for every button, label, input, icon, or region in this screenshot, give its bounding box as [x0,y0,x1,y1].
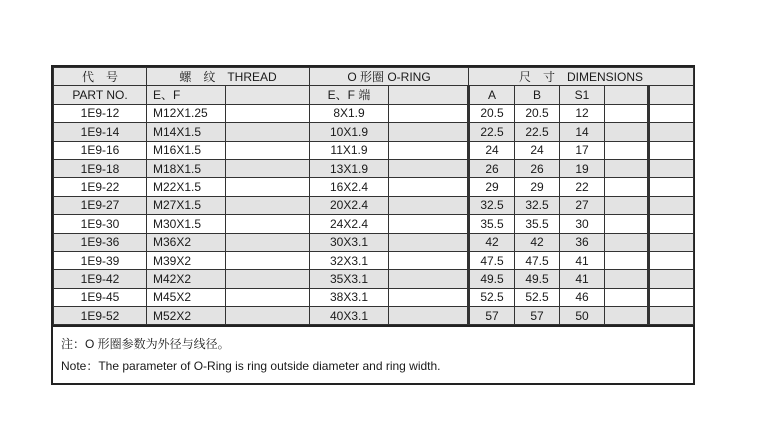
cell-blank [226,307,310,325]
cell-a: 47.5 [469,251,515,269]
cell-b: 22.5 [515,123,560,141]
cell-b: 26 [515,159,560,177]
cell-oring: 35X3.1 [310,270,389,288]
cell-s1: 30 [560,215,605,233]
cell-thread: M36X2 [147,233,226,251]
table-row [54,233,694,251]
cell-blank [649,233,694,251]
cell-blank [605,104,649,122]
cell-blank [389,159,469,177]
table-row [54,288,694,306]
cell-blank [605,159,649,177]
cell-blank [605,251,649,269]
cell-part: 1E9-36 [54,233,147,251]
table-row [54,141,694,159]
cell-oring: 8X1.9 [310,104,389,122]
oring-ef-header: E、F 端 [310,86,389,104]
cell-b: 47.5 [515,251,560,269]
cell-oring: 13X1.9 [310,159,389,177]
cell-thread: M22X1.5 [147,178,226,196]
cell-part: 1E9-14 [54,123,147,141]
cell-thread: M27X1.5 [147,196,226,214]
cell-oring: 30X3.1 [310,233,389,251]
cell-oring: 11X1.9 [310,141,389,159]
oring-header: O 形圈 O-RING [310,68,469,86]
cell-blank [226,288,310,306]
cell-part: 1E9-12 [54,104,147,122]
table-row [54,104,694,122]
cell-oring: 16X2.4 [310,178,389,196]
cell-part: 1E9-52 [54,307,147,325]
cell-oring: 40X3.1 [310,307,389,325]
table-row [54,215,694,233]
table-row [54,123,694,141]
cell-oring: 20X2.4 [310,196,389,214]
cell-blank [226,178,310,196]
blank-header-1 [605,86,649,104]
cell-blank [649,215,694,233]
cell-blank [605,123,649,141]
cell-blank [649,270,694,288]
cell-part: 1E9-42 [54,270,147,288]
cell-b: 32.5 [515,196,560,214]
cell-thread: M39X2 [147,251,226,269]
code-header: 代 号 [54,68,147,86]
cell-blank [649,288,694,306]
table-row [54,270,694,288]
cell-s1: 22 [560,178,605,196]
cell-thread: M18X1.5 [147,159,226,177]
thread-blank-header [226,86,310,104]
cell-a: 20.5 [469,104,515,122]
spec-sheet [51,65,695,385]
table-row [54,251,694,269]
cell-b: 52.5 [515,288,560,306]
cell-a: 49.5 [469,270,515,288]
b-header: B [515,86,560,104]
cell-s1: 12 [560,104,605,122]
dimension-table [53,67,694,325]
cell-oring: 10X1.9 [310,123,389,141]
a-header: A [469,86,515,104]
cell-blank [226,215,310,233]
s1-header: S1 [560,86,605,104]
cell-a: 35.5 [469,215,515,233]
table-row [54,159,694,177]
cell-b: 20.5 [515,104,560,122]
cell-oring: 38X3.1 [310,288,389,306]
cell-s1: 41 [560,251,605,269]
cell-b: 42 [515,233,560,251]
blank-header-2 [649,86,694,104]
cell-blank [605,196,649,214]
cell-blank [649,104,694,122]
table-row [54,178,694,196]
cell-s1: 27 [560,196,605,214]
cell-thread: M30X1.5 [147,215,226,233]
cell-thread: M52X2 [147,307,226,325]
header-row-1 [54,68,694,86]
cell-blank [605,288,649,306]
cell-thread: M12X1.25 [147,104,226,122]
note-english: Note：The parameter of O-Ring is ring outside diameter and ring width. [61,359,441,374]
cell-s1: 36 [560,233,605,251]
cell-part: 1E9-30 [54,215,147,233]
cell-blank [649,123,694,141]
cell-blank [226,141,310,159]
cell-blank [389,178,469,196]
thread-header: 螺 纹 THREAD [147,68,310,86]
cell-blank [389,270,469,288]
note-chinese: 注：O 形圈参数为外径与线径。 [61,337,230,352]
cell-blank [605,141,649,159]
cell-blank [605,178,649,196]
cell-thread: M14X1.5 [147,123,226,141]
cell-b: 29 [515,178,560,196]
cell-blank [389,307,469,325]
cell-blank [389,141,469,159]
cell-blank [649,178,694,196]
cell-part: 1E9-45 [54,288,147,306]
cell-blank [389,288,469,306]
cell-b: 24 [515,141,560,159]
cell-blank [649,141,694,159]
thread-ef-header: E、F [147,86,226,104]
cell-s1: 14 [560,123,605,141]
cell-a: 24 [469,141,515,159]
cell-blank [389,251,469,269]
cell-part: 1E9-18 [54,159,147,177]
part-no-header: PART NO. [54,86,147,104]
cell-a: 29 [469,178,515,196]
table-row [54,307,694,325]
cell-blank [226,233,310,251]
cell-blank [226,104,310,122]
cell-s1: 50 [560,307,605,325]
cell-blank [649,196,694,214]
cell-blank [649,251,694,269]
cell-part: 1E9-16 [54,141,147,159]
cell-blank [226,123,310,141]
cell-blank [605,307,649,325]
header-row-2 [54,86,694,104]
cell-a: 57 [469,307,515,325]
cell-thread: M45X2 [147,288,226,306]
cell-b: 57 [515,307,560,325]
cell-blank [389,196,469,214]
cell-a: 22.5 [469,123,515,141]
cell-b: 49.5 [515,270,560,288]
dimensions-header: 尺 寸 DIMENSIONS [469,68,694,86]
cell-blank [389,123,469,141]
cell-a: 32.5 [469,196,515,214]
cell-blank [389,215,469,233]
cell-a: 52.5 [469,288,515,306]
oring-blank-header [389,86,469,104]
cell-blank [226,196,310,214]
cell-blank [389,233,469,251]
cell-blank [226,251,310,269]
cell-blank [605,233,649,251]
cell-b: 35.5 [515,215,560,233]
cell-oring: 32X3.1 [310,251,389,269]
cell-blank [389,104,469,122]
cell-blank [226,270,310,288]
cell-oring: 24X2.4 [310,215,389,233]
cell-a: 42 [469,233,515,251]
cell-blank [226,159,310,177]
cell-s1: 41 [560,270,605,288]
cell-part: 1E9-39 [54,251,147,269]
cell-blank [605,215,649,233]
cell-blank [649,159,694,177]
cell-thread: M16X1.5 [147,141,226,159]
cell-s1: 46 [560,288,605,306]
cell-part: 1E9-22 [54,178,147,196]
cell-blank [605,270,649,288]
cell-a: 26 [469,159,515,177]
table-row [54,196,694,214]
cell-blank [649,307,694,325]
cell-thread: M42X2 [147,270,226,288]
cell-part: 1E9-27 [54,196,147,214]
cell-s1: 17 [560,141,605,159]
cell-s1: 19 [560,159,605,177]
notes-section [53,325,693,377]
